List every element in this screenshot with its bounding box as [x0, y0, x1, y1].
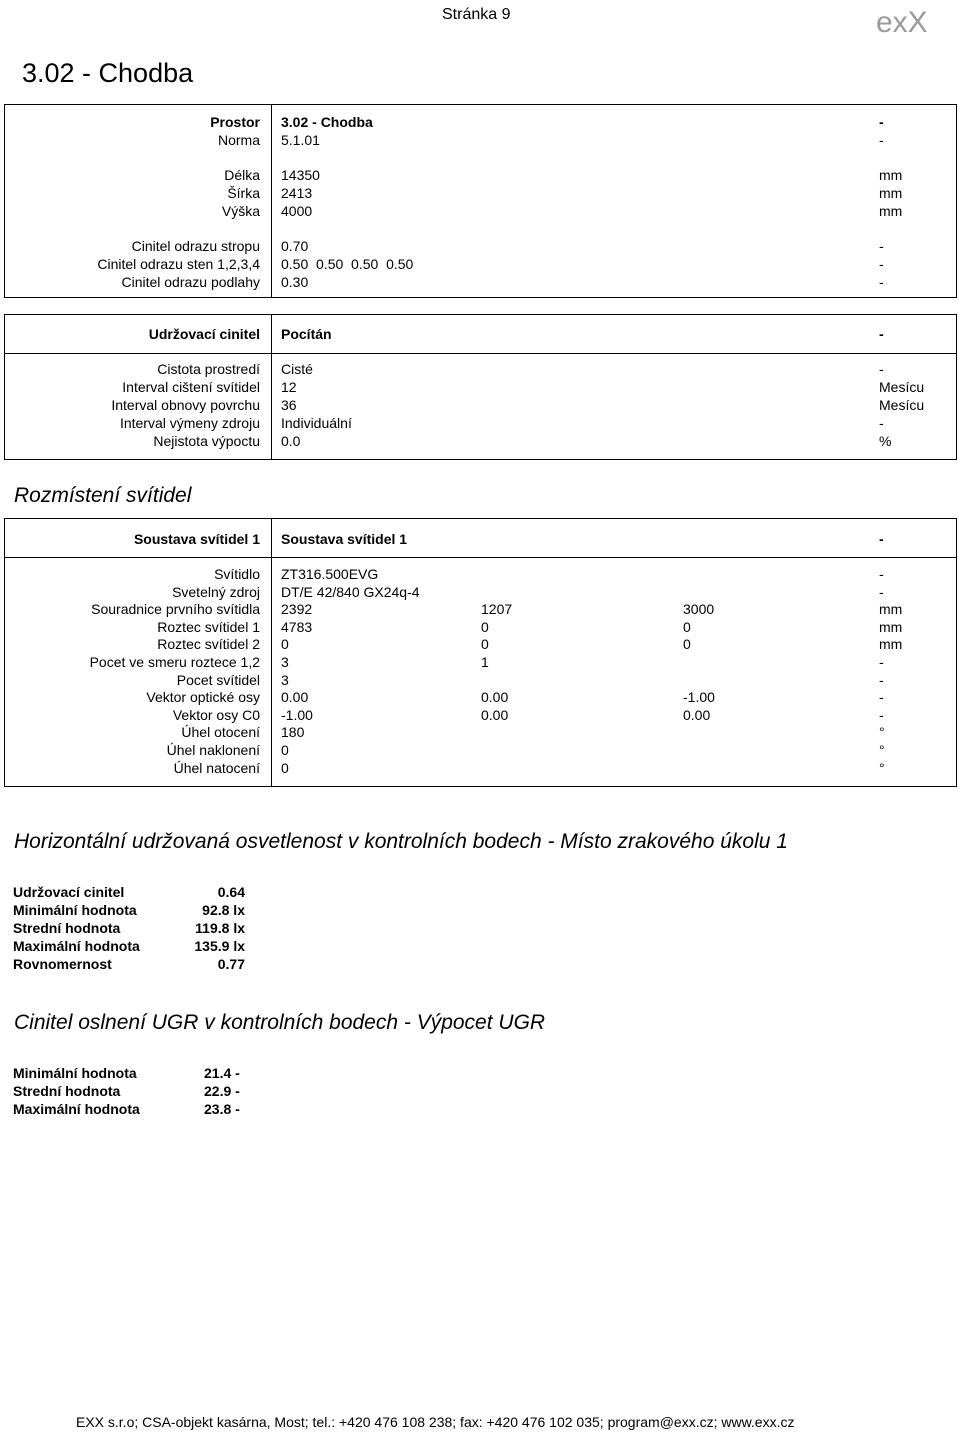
row-unit: mm	[879, 601, 903, 618]
row-label: Cinitel odrazu stropu	[131, 238, 260, 254]
row-unit: Mesícu	[879, 379, 925, 395]
system-unit: -	[879, 531, 884, 547]
maintenance-header	[4, 314, 957, 354]
maintenance-table	[4, 353, 957, 460]
row-unit: °	[879, 742, 885, 758]
row-value: 5.1.01	[281, 132, 320, 148]
luminaire-row	[5, 653, 956, 671]
summary-row	[13, 1064, 313, 1082]
summary-value: 135.9 lx	[194, 938, 245, 954]
illuminance-summary	[13, 883, 313, 973]
row-label: Délka	[224, 167, 260, 183]
footer-contact: EXX s.r.o; CSA-objekt kasárna, Most; tel.: +420 476 108 238; fax: +420 476 102 035; program@exx.cz; www.exx.cz	[76, 1414, 795, 1430]
row-value: 3.02 - Chodba	[281, 114, 373, 130]
summary-value: 92.8 lx	[202, 902, 245, 918]
luminaire-row	[5, 759, 956, 777]
maintenance-row	[5, 432, 956, 450]
row-value-1: DT/E 42/840 GX24q-4	[281, 583, 420, 600]
luminaire-row	[5, 706, 956, 724]
row-value-2: 0	[481, 636, 489, 653]
row-label: Úhel natocení	[173, 759, 260, 776]
row-value-1: ZT316.500EVG	[281, 566, 379, 582]
row-value: Individuální	[281, 415, 352, 431]
row-value-3: 0	[683, 618, 691, 635]
luminaire-row	[5, 741, 956, 759]
svg-text:exX: exX	[876, 6, 928, 39]
luminaire-row	[5, 618, 956, 636]
row-unit: -	[879, 566, 884, 582]
summary-row	[13, 883, 313, 901]
room-row	[5, 255, 956, 273]
summary-value: 119.8 lx	[195, 920, 245, 936]
row-value: 14350	[281, 167, 320, 183]
row-label: Roztec svítidel 1	[157, 618, 260, 635]
room-row	[5, 273, 956, 291]
row-label: Cinitel odrazu sten 1,2,3,4	[97, 256, 260, 272]
row-value-1: 0	[281, 742, 289, 758]
summary-row	[13, 955, 313, 973]
luminaires-section-title: Rozmístení svítidel	[14, 484, 192, 507]
summary-value: 0.64	[217, 884, 245, 900]
row-unit: -	[879, 654, 884, 670]
maintenance-row	[5, 378, 956, 396]
row-label: Výška	[221, 203, 260, 219]
row-value-3: -1.00	[683, 689, 715, 706]
row-unit: -	[879, 671, 884, 688]
maintenance-row	[5, 360, 956, 378]
row-value-1: 2392	[281, 601, 313, 618]
luminaire-table	[4, 557, 957, 787]
luminaire-row	[5, 600, 956, 618]
row-label: Vektor optické osy	[146, 689, 260, 706]
row-value-2: 1207	[481, 601, 513, 618]
summary-row	[13, 919, 313, 937]
row-unit: mm	[879, 167, 903, 183]
row-unit: -	[879, 114, 884, 130]
row-value-3: 0.00	[683, 706, 711, 723]
row-unit: -	[879, 132, 884, 148]
summary-row	[13, 901, 313, 919]
summary-label: Maximální hodnota	[13, 1101, 140, 1117]
row-label: Prostor	[210, 114, 260, 130]
row-label: Šírka	[227, 185, 260, 201]
maintenance-unit: -	[879, 326, 884, 342]
row-label: Nejistota výpoctu	[153, 433, 260, 449]
row-value-1: 4783	[281, 618, 313, 635]
exx-logo	[876, 2, 956, 42]
row-label: Pocet svítidel	[176, 671, 260, 688]
luminaire-row	[5, 688, 956, 706]
row-unit: -	[879, 415, 884, 431]
illuminance-section-title: Horizontální udržovaná osvetlenost v kontrolních bodech - Místo zrakového úkolu 1	[14, 830, 788, 853]
row-value: 0.0	[281, 433, 301, 449]
summary-label: Udržovací cinitel	[13, 884, 125, 900]
row-label: Norma	[217, 132, 260, 148]
row-label: Cistota prostredí	[157, 361, 260, 377]
ugr-section-title: Cinitel oslnení UGR v kontrolních bodech - Výpocet UGR	[14, 1011, 546, 1034]
row-value: 0.70	[281, 238, 309, 254]
maintenance-value: Pocítán	[281, 326, 332, 342]
row-unit: mm	[879, 185, 903, 201]
row-unit: -	[879, 583, 884, 600]
row-label: Svítidlo	[214, 566, 260, 582]
row-unit: Mesícu	[879, 397, 925, 413]
row-label: Cinitel odrazu podlahy	[121, 274, 260, 290]
summary-label: Minimální hodnota	[13, 1065, 137, 1081]
row-unit: mm	[879, 203, 903, 219]
room-table	[4, 104, 957, 298]
system-label: Soustava svítidel 1	[133, 531, 260, 547]
row-value: 0.50 0.50 0.50 0.50	[281, 256, 414, 272]
row-unit: -	[879, 706, 884, 723]
row-unit: %	[879, 433, 892, 449]
room-row	[5, 237, 956, 255]
luminaire-row	[5, 671, 956, 689]
row-unit: mm	[879, 618, 903, 635]
luminaire-row	[5, 565, 956, 583]
summary-value: 22.9 -	[204, 1083, 240, 1099]
row-unit: -	[879, 256, 884, 272]
room-row	[5, 113, 956, 131]
row-unit: -	[879, 238, 884, 254]
row-label: Pocet ve smeru roztece 1,2	[89, 654, 260, 670]
luminaire-system-header	[4, 518, 957, 558]
summary-label: Strední hodnota	[13, 920, 121, 936]
row-value-1: 3	[281, 671, 289, 688]
room-row	[5, 184, 956, 202]
luminaire-row	[5, 723, 956, 741]
row-value-1: 180	[281, 724, 305, 741]
maintenance-row	[5, 414, 956, 432]
row-value-1: 0	[281, 759, 289, 776]
row-value-2: 0.00	[481, 706, 509, 723]
summary-value: 0.77	[217, 956, 245, 972]
summary-row	[13, 1082, 313, 1100]
row-value: 2413	[281, 185, 313, 201]
room-row	[5, 202, 956, 220]
room-row	[5, 131, 956, 149]
luminaire-row	[5, 583, 956, 601]
row-value: 12	[281, 379, 297, 395]
row-value-1: -1.00	[281, 706, 313, 723]
row-value-1: 0.00	[281, 689, 309, 706]
luminaire-row	[5, 635, 956, 653]
row-unit: -	[879, 689, 884, 706]
row-value-3: 3000	[683, 601, 715, 618]
summary-label: Rovnomernost	[13, 956, 112, 972]
row-value: 36	[281, 397, 297, 413]
room-row	[5, 166, 956, 184]
summary-label: Maximální hodnota	[13, 938, 140, 954]
ugr-summary	[13, 1064, 313, 1118]
row-label: Roztec svítidel 2	[157, 636, 260, 653]
summary-row	[13, 1100, 313, 1118]
summary-row	[13, 937, 313, 955]
maintenance-label: Udržovací cinitel	[148, 326, 260, 342]
row-unit: °	[879, 759, 885, 776]
row-value-3: 0	[683, 636, 691, 653]
row-value-1: 3	[281, 654, 289, 670]
summary-value: 21.4 -	[204, 1065, 240, 1081]
row-label: Souradnice prvního svítidla	[91, 601, 260, 618]
summary-label: Strední hodnota	[13, 1083, 121, 1099]
row-unit: mm	[879, 636, 903, 653]
row-value-2: 0	[481, 618, 489, 635]
row-value-2: 1	[481, 654, 489, 670]
row-value: Cisté	[281, 361, 313, 377]
row-label: Úhel otocení	[181, 724, 260, 741]
row-value: 0.30	[281, 274, 309, 290]
summary-value: 23.8 -	[204, 1101, 240, 1117]
row-label: Svetelný zdroj	[172, 583, 260, 600]
row-label: Interval obnovy povrchu	[111, 397, 260, 413]
row-value: 4000	[281, 203, 313, 219]
page-number: Stránka 9	[442, 6, 511, 23]
row-label: Interval výmeny zdroju	[119, 415, 260, 431]
row-label: Úhel naklonení	[166, 742, 260, 758]
maintenance-row	[5, 396, 956, 414]
page-title: 3.02 - Chodba	[22, 58, 194, 88]
summary-label: Minimální hodnota	[13, 902, 137, 918]
row-unit: -	[879, 274, 884, 290]
system-value: Soustava svítidel 1	[281, 531, 408, 547]
row-label: Vektor osy C0	[172, 706, 260, 723]
row-label: Interval cištení svítidel	[122, 379, 260, 395]
row-unit: °	[879, 724, 885, 741]
row-value-2: 0.00	[481, 689, 509, 706]
row-value-1: 0	[281, 636, 289, 653]
row-unit: -	[879, 361, 884, 377]
